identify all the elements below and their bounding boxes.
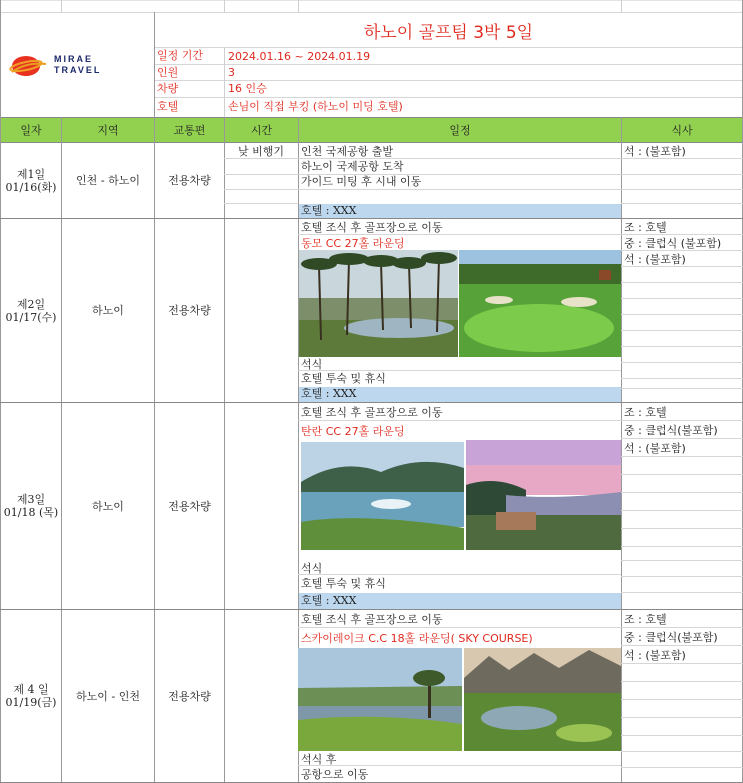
day3-photo-resort bbox=[466, 440, 621, 550]
day1-schedule-3: 가이드 미팅 후 시내 이동 bbox=[301, 175, 422, 188]
day1-schedule-2: 하노이 국제공항 도착 bbox=[301, 160, 404, 173]
day2-hotel-bar: 호텔 : XXX bbox=[299, 387, 621, 402]
day2-transport: 전용차량 bbox=[168, 304, 211, 317]
day2-schedule-dinner: 석식 bbox=[301, 358, 323, 371]
info-value-people: 3 bbox=[228, 66, 235, 79]
day3-meal-3: 석 : (불포함) bbox=[624, 442, 686, 455]
day3-schedule-1: 호텔 조식 후 골프장으로 이동 bbox=[301, 406, 443, 419]
day4-transport: 전용차량 bbox=[168, 689, 211, 703]
info-value-vehicle: 16 인승 bbox=[228, 82, 267, 95]
day3-meal-1: 조 : 호텔 bbox=[624, 406, 667, 419]
header-transport: 교통편 bbox=[155, 118, 224, 142]
info-value-hotel: 손님이 직접 부킹 (하노이 미딩 호텔) bbox=[228, 100, 403, 113]
day2-photo-green bbox=[459, 250, 621, 357]
day2-golf-round: 동모 CC 27홀 라운딩 bbox=[301, 237, 405, 250]
day4-region: 하노이 - 인천 bbox=[75, 689, 141, 703]
day4-photo-lake-green bbox=[298, 648, 462, 751]
header-time: 시간 bbox=[225, 118, 298, 142]
day2-schedule-1: 호텔 조식 후 골프장으로 이동 bbox=[301, 221, 443, 234]
page-title: 하노이 골프팀 3박 5일 bbox=[363, 22, 534, 43]
day4-schedule-dinner: 석식 후 bbox=[301, 753, 337, 766]
header-meals: 식사 bbox=[622, 118, 742, 142]
day1-hotel-bar: 호텔 : XXX bbox=[299, 204, 621, 218]
day3-meal-2: 중 : 클럽식(불포함) bbox=[624, 424, 718, 437]
company-logo bbox=[8, 50, 118, 82]
info-label-period: 일정 기간 bbox=[157, 49, 204, 62]
day3-golf-round: 탄란 CC 27홀 라운딩 bbox=[301, 425, 405, 438]
logo-text-mirae: MIRAE bbox=[54, 54, 93, 64]
day4-date-cell bbox=[1, 610, 61, 782]
day3-region: 하노이 bbox=[92, 499, 124, 513]
day2-photo-palm-course bbox=[299, 250, 458, 357]
day3-date-cell bbox=[1, 403, 61, 609]
day4-golf-round: 스카이레이크 C.C 18홀 라운딩( SKY COURSE) bbox=[301, 632, 533, 645]
day3-photo-lake-course bbox=[301, 442, 464, 550]
header-date: 일자 bbox=[1, 118, 61, 142]
day2-date-cell bbox=[1, 219, 61, 402]
day1-date: 01/16(화) bbox=[5, 180, 57, 194]
day2-meal-1: 조 : 호텔 bbox=[624, 221, 667, 234]
day1-date-cell bbox=[1, 143, 61, 218]
day4-meal-1: 조 : 호텔 bbox=[624, 613, 667, 626]
day2-region: 하노이 bbox=[92, 304, 124, 317]
info-value-period: 2024.01.16 ~ 2024.01.19 bbox=[228, 50, 371, 63]
day4-meal-2: 중 : 클럽식(불포함) bbox=[624, 631, 718, 644]
info-label-vehicle: 차량 bbox=[157, 82, 179, 95]
info-label-people: 인원 bbox=[157, 66, 179, 79]
day3-transport: 전용차량 bbox=[168, 499, 211, 513]
day4-schedule-1: 호텔 조식 후 골프장으로 이동 bbox=[301, 613, 443, 626]
day3-schedule-rest: 호텔 투숙 및 휴식 bbox=[301, 577, 386, 590]
info-label-hotel: 호텔 bbox=[157, 100, 179, 113]
logo-text-travel: TRAVEL bbox=[54, 65, 102, 75]
day1-region: 인천 - 하노이 bbox=[75, 174, 141, 187]
day4-label: 제 4 일 bbox=[13, 683, 49, 696]
day1-time: 낮 비행기 bbox=[238, 145, 285, 158]
header-schedule: 일정 bbox=[299, 118, 621, 142]
day4-meal-3: 석 : (불포함) bbox=[624, 649, 686, 662]
day3-date: 01/18 (목) bbox=[3, 506, 59, 519]
day4-date: 01/19(금) bbox=[5, 696, 57, 709]
day2-meal-2: 중 : 클럽식 (불포함) bbox=[624, 237, 722, 250]
header-region: 지역 bbox=[62, 118, 154, 142]
day2-date: 01/17(수) bbox=[5, 310, 57, 324]
day1-meal-1: 석 : (불포함) bbox=[624, 145, 686, 158]
day2-schedule-rest: 호텔 투숙 및 휴식 bbox=[301, 372, 386, 385]
day1-schedule-1: 인천 국제공항 출발 bbox=[301, 145, 394, 158]
day4-photo-mountain-course bbox=[464, 648, 621, 751]
day4-schedule-airport: 공항으로 이동 bbox=[301, 768, 369, 781]
day3-schedule-dinner: 석식 bbox=[301, 562, 323, 575]
day1-transport: 전용차량 bbox=[168, 174, 211, 187]
day3-label: 제3일 bbox=[16, 493, 46, 506]
day2-label: 제2일 bbox=[16, 297, 46, 311]
day1-label: 제1일 bbox=[16, 167, 46, 181]
day3-hotel-bar: 호텔 : XXX bbox=[299, 593, 621, 609]
day2-meal-3: 석 : (불포함) bbox=[624, 253, 686, 266]
